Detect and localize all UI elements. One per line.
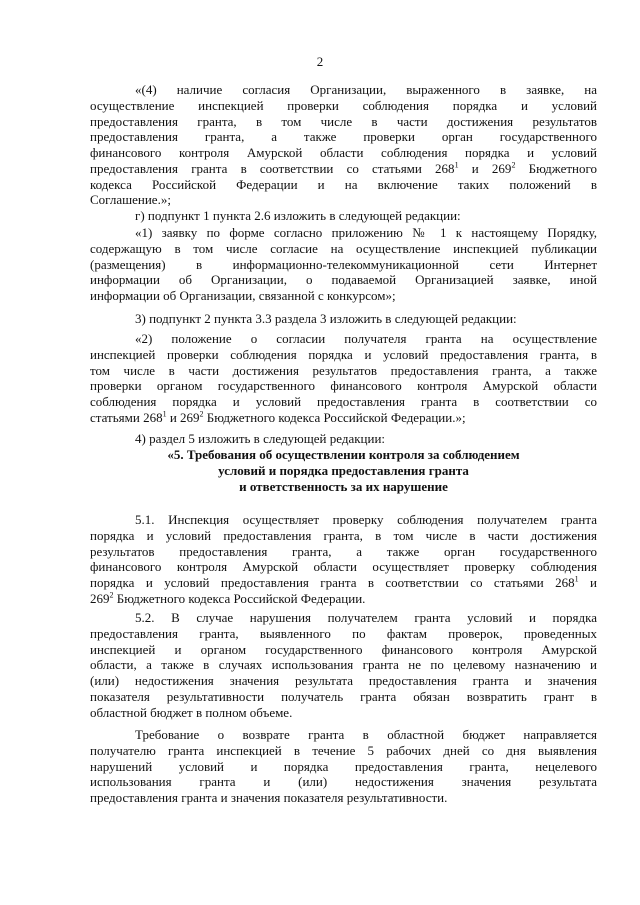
paragraph-5-2: 5.2. В случае нарушения получателем гранта условий и порядка предоставления гранта, выявленного по фактам проверок, проведенных инспекцией и органом государственного финансового контроля Амурской области, а также в случаях использования гранта не по целевому назначению и (или) недостижения значения результата предоставления гранта и значения показателя результативности получатель гранта обязан возвратить грант в областной бюджет в полном объеме. [90, 610, 597, 720]
paragraph-refund-requirement: Требование о возврате гранта в областной бюджет направляется получателю гранта инспекцией в течение 5 рабочих дней со дня выявления нарушений условий и порядка предоставления гранта, нецелевого использования гранта и (или) недостижения значения результата предоставления гранта и значения показателя результативности. [90, 727, 597, 805]
item-g: г) подпункт 1 пункта 2.6 изложить в следующей редакции: [135, 208, 461, 223]
page-number: 2 [316, 54, 324, 69]
quote-item-4: «(4) наличие согласия Организации, выраженного в заявке, на осуществление инспекцией проверки соблюдения порядка и условий предоставления гранта, в том числе в части достижения результатов предоставления гранта, а также проверки орган государственного финансового контроля Амурской области соблюдения порядка и условий предоставления гранта в соответствии со статьями $268^1$ и $269^2$ Бюджетного кодекса Российской Федерации и на включение таких положений в Соглашение.»; [90, 82, 597, 208]
paragraph-5-1: 5.1. Инспекция осуществляет проверку соблюдения получателем гранта порядка и условий предоставления гранта, в том числе в части достижения результатов предоставления гранта, а также орган государственного финансового контроля Амурской области осуществляет проверку соблюдения порядка и условий предоставления гранта в соответствии со статьями $268^1$ и $269^2$ Бюджетного кодекса Российской Федерации. [90, 512, 597, 606]
item-3: 3) подпункт 2 пункта 3.3 раздела 3 изложить в следующей редакции: [135, 311, 517, 326]
quote-item-2: «2) положение о согласии получателя гранта на осуществление инспекцией проверки соблюдения порядка и условий предоставления гранта, в том числе в части достижения результатов предоставления гранта, а также проверки органом государственного финансового контроля Амурской области соблюдения порядка и условий предоставления гранта в соответствии со статьями $268^1$ и $269^2$ Бюджетного кодекса Российской Федерации.»; [90, 331, 597, 425]
quote-item-1: «1) заявку по форме согласно приложению № 1 к настоящему Порядку, содержащую в том числе согласие на осуществление инспекцией публикации (размещения) в информационно-телекоммуникационной сети Интернет информации об Организации, о подаваемой Организацией заявке, иной информации об Организации, связанной с конкурсом»; [90, 225, 597, 303]
section-heading: «5. Требования об осуществлении контроля за соблюдением условий и порядка предоставления гранта и ответственность за их нарушение [167, 447, 520, 494]
item-4: 4) раздел 5 изложить в следующей редакции: [135, 431, 386, 446]
